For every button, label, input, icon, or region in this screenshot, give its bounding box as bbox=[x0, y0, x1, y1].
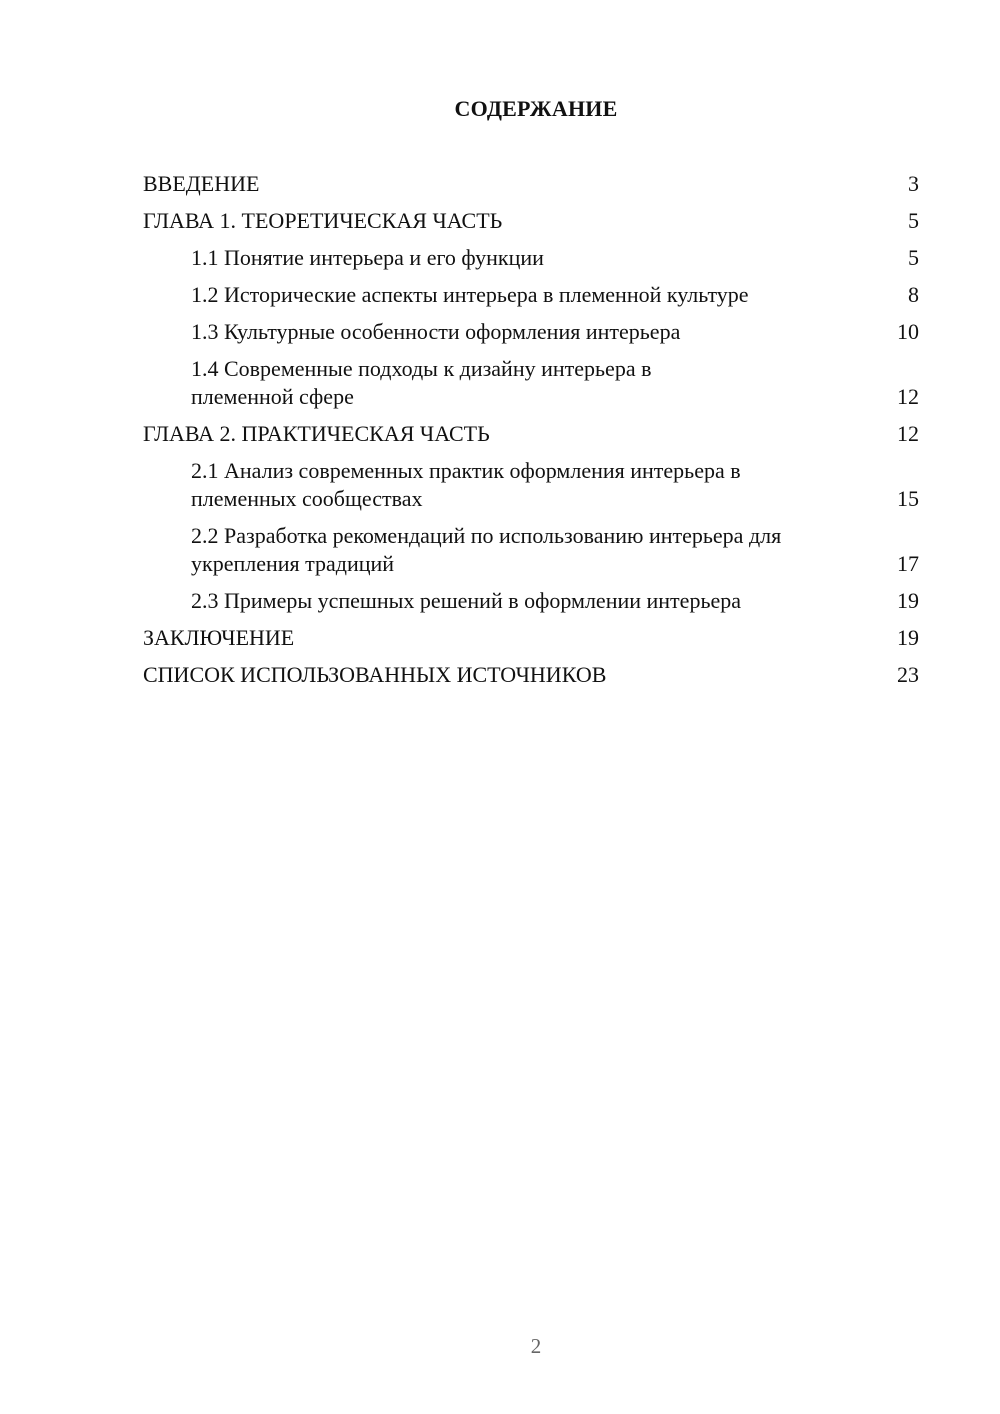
toc-entry-page: 17 bbox=[897, 551, 919, 576]
toc-entry-section-2-1 bbox=[143, 457, 919, 513]
toc-entry-text: СПИСОК ИСПОЛЬЗОВАННЫХ ИСТОЧНИКОВ bbox=[143, 662, 607, 687]
toc-entry-text: 2.2 Разработка рекомендаций по использованию интерьера для укрепления традиций bbox=[191, 523, 782, 576]
toc-entry-page: 5 bbox=[908, 208, 919, 233]
toc-entry-section-1-1 bbox=[143, 244, 919, 272]
page-number: 2 bbox=[530, 1334, 542, 1358]
toc-entry-page: 19 bbox=[897, 588, 919, 613]
toc-entry-section-1-2 bbox=[143, 281, 919, 309]
toc-entry-text: ВВЕДЕНИЕ bbox=[143, 171, 260, 196]
toc-entry-section-2-2 bbox=[143, 522, 919, 578]
toc-entry-page: 15 bbox=[897, 486, 919, 511]
table-of-contents bbox=[143, 170, 919, 698]
toc-entry-page: 8 bbox=[908, 282, 919, 307]
toc-entry-text: ЗАКЛЮЧЕНИЕ bbox=[143, 625, 295, 650]
toc-entry-text: 2.1 Анализ современных практик оформления интерьера в племенных сообществах bbox=[191, 458, 741, 511]
toc-entry-page: 12 bbox=[897, 384, 919, 409]
toc-entry-text: 1.4 Современные подходы к дизайну интерьера в племенной сфере bbox=[191, 356, 652, 409]
toc-title: СОДЕРЖАНИЕ bbox=[454, 96, 618, 121]
toc-entry-text: ГЛАВА 1. ТЕОРЕТИЧЕСКАЯ ЧАСТЬ bbox=[143, 208, 503, 233]
toc-entry-page: 19 bbox=[897, 625, 919, 650]
toc-entry-text: 1.1 Понятие интерьера и его функции bbox=[191, 245, 544, 270]
toc-entry-page: 23 bbox=[897, 662, 919, 687]
toc-entry-chapter-2 bbox=[143, 420, 919, 448]
toc-entry-chapter-1 bbox=[143, 207, 919, 235]
toc-entry-section-2-3 bbox=[143, 587, 919, 615]
toc-entry-section-1-4 bbox=[143, 355, 919, 411]
toc-entry-conclusion bbox=[143, 624, 919, 652]
toc-entry-page: 5 bbox=[908, 245, 919, 270]
toc-entry-text: 2.3 Примеры успешных решений в оформлении интерьера bbox=[191, 588, 741, 613]
toc-entry-page: 3 bbox=[908, 171, 919, 196]
toc-entry-text: ГЛАВА 2. ПРАКТИЧЕСКАЯ ЧАСТЬ bbox=[143, 421, 490, 446]
toc-entry-page: 10 bbox=[897, 319, 919, 344]
toc-entry-introduction bbox=[143, 170, 919, 198]
toc-entry-text: 1.2 Исторические аспекты интерьера в племенной культуре bbox=[191, 282, 749, 307]
toc-entry-text: 1.3 Культурные особенности оформления интерьера bbox=[191, 319, 681, 344]
toc-entry-page: 12 bbox=[897, 421, 919, 446]
toc-entry-section-1-3 bbox=[143, 318, 919, 346]
toc-entry-references bbox=[143, 661, 919, 689]
